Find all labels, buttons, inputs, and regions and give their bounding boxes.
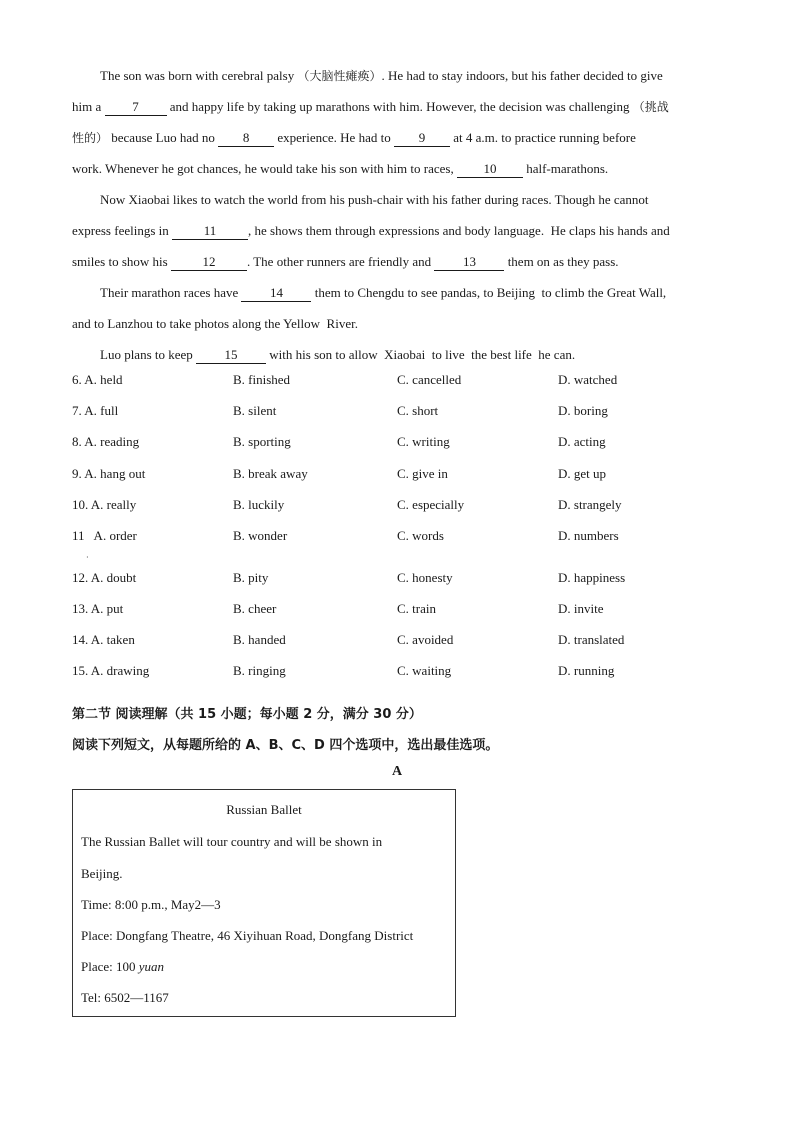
option-b [233,570,268,586]
passage-line [72,91,722,122]
option-a [72,632,135,648]
option-text: finished [248,372,291,387]
passage-text: him a [72,99,105,114]
blank-13: 13 [434,254,504,271]
ad-time: Time: 8:00 p.m., May2—3 [81,897,221,912]
option-text: order [109,528,137,543]
option-text: drawing [106,663,150,678]
option-c [397,434,450,450]
passage-text: them on as they pass. [504,254,619,269]
ad-price-prefix: Place: 100 [81,959,139,974]
option-c [397,528,444,544]
option-d [558,497,622,513]
option-b [233,403,276,419]
passage-text: （大脑性瘫痪） [297,69,382,83]
option-d [558,570,625,586]
option-label: C. [397,663,409,678]
passage-line [72,246,722,277]
option-text: train [412,601,436,616]
option-row [72,663,722,683]
passage-text: Luo plans to keep [100,347,197,362]
passage-text: Now Xiaobai likes to watch the world from his push-chair with his father during races. Though he cannot [100,192,649,207]
option-row [72,497,722,517]
passage-text: The son was born with cerebral palsy [100,68,298,83]
blank-9: 9 [394,130,450,147]
option-c [397,466,448,482]
option-text: writing [412,434,450,449]
blank-11: 11 [172,223,248,240]
option-c [397,570,453,586]
option-b [233,601,276,617]
option-text: luckily [248,497,285,512]
option-label: D. [558,403,571,418]
passage-letter: A [391,764,403,779]
option-label: 15. A. [72,663,104,678]
option-b [233,663,286,679]
option-label: C. [397,528,409,543]
option-text: watched [573,372,618,387]
passage-text: Their marathon races have [100,285,242,300]
option-a [72,434,139,450]
option-d [558,632,624,648]
section-instruction: 阅读下列短文，从每题所给的 A、B、C、D 四个选项中，选出最佳选项。 [72,738,499,753]
option-text: doubt [106,570,137,585]
option-text: short [412,403,439,418]
option-label: B. [233,497,245,512]
option-row [72,434,722,454]
option-a [72,497,136,513]
option-text: ringing [248,663,286,678]
passage-line [72,184,722,215]
option-text: give in [412,466,448,481]
option-text: pity [248,570,269,585]
option-b [233,632,286,648]
option-label: D. [558,663,571,678]
passage-text: . The other runners are friendly and [246,254,435,269]
ad-price-unit: yuan [138,959,165,974]
option-d [558,528,619,544]
option-text: cancelled [412,372,462,387]
option-label: D. [558,497,571,512]
ad-line-2: Beijing. [81,866,123,881]
ad-box [72,789,456,1017]
ad-line-1: The Russian Ballet will tour country and will be shown in [81,834,383,849]
option-text: translated [573,632,625,647]
passage-text: smiles to show his [72,254,171,269]
option-a [72,601,123,617]
option-b [233,528,287,544]
option-label: 9. A. [72,466,97,481]
passage-line [72,308,722,339]
option-label: C. [397,632,409,647]
blank-8: 8 [218,130,274,147]
option-text: acting [573,434,606,449]
passage-text: , he shows them through expressions and body language. He claps his hands and [248,223,670,238]
blank-15: 15 [196,347,266,364]
option-text: hang out [100,466,146,481]
passage-text: experience. He had to [274,130,394,145]
option-d [558,663,614,679]
option-row [72,632,722,652]
passage-text: 性的） [72,131,109,145]
option-c [397,663,451,679]
passage-line [72,60,722,91]
option-d [558,372,617,388]
option-text: held [100,372,123,387]
option-a [72,570,136,586]
option-label: B. [233,663,245,678]
option-text: happiness [573,570,626,585]
option-text: put [106,601,124,616]
option-label: C. [397,570,409,585]
option-label: 8. A. [72,434,97,449]
option-d [558,403,608,419]
option-text: handed [248,632,286,647]
option-label: B. [233,466,245,481]
passage-line [72,339,722,370]
option-text: get up [573,466,607,481]
option-text: wonder [248,528,288,543]
option-text: boring [573,403,608,418]
option-label: 7. A. [72,403,97,418]
option-text: running [573,663,615,678]
option-c [397,497,464,513]
option-label: B. [233,403,245,418]
option-c [397,372,461,388]
option-label: C. [397,466,409,481]
option-label: 13. A. [72,601,104,616]
option-c [397,601,436,617]
option-label: 6. A. [72,372,97,387]
blank-14: 14 [241,285,311,302]
option-label: D. [558,601,571,616]
option-label: 14. A. [72,632,104,647]
option-b [233,372,290,388]
option-a [72,663,149,679]
blank-10: 10 [457,161,523,178]
option-text: full [100,403,119,418]
option-c [397,403,438,419]
blank-7: 7 [105,99,167,116]
option-text: avoided [412,632,454,647]
passage-text: work. Whenever he got chances, he would take his son with him to races, [72,161,457,176]
option-label: D. [558,372,571,387]
option-d [558,466,606,482]
ad-place: Place: Dongfang Theatre, 46 Xiyihuan Road, Dongfang District [81,928,414,943]
ad-price [81,959,164,975]
option-row [72,570,722,590]
option-b [233,466,308,482]
option-text: strangely [573,497,622,512]
option-row [72,528,722,548]
option-a [72,372,123,388]
option-label: B. [233,372,245,387]
passage-text: because Luo had no [108,130,219,145]
option-text: numbers [573,528,619,543]
passage-text: （挑战 [632,100,669,114]
option-a [72,528,137,544]
option-text: silent [248,403,277,418]
option-label: C. [397,497,409,512]
option-label: B. [233,601,245,616]
option-text: cheer [248,601,277,616]
option-text: honesty [412,570,453,585]
option-label: D. [558,528,571,543]
option-label: C. [397,434,409,449]
option-a [72,403,118,419]
passage-line [72,277,722,308]
stray-dot: · [86,553,89,562]
option-label: 11 A. [72,528,107,543]
option-text: especially [412,497,465,512]
option-label: B. [233,528,245,543]
option-label: C. [397,372,409,387]
cloze-passage [72,60,722,370]
option-label: 12. A. [72,570,104,585]
passage-text: . He had to stay indoors, but his father decided to give [381,68,663,83]
option-text: sporting [248,434,291,449]
option-label: B. [233,632,245,647]
option-text: invite [573,601,604,616]
passage-text: and to Lanzhou to take photos along the Yellow River. [72,316,358,331]
option-b [233,434,291,450]
ad-title: Russian Ballet [226,802,302,817]
option-text: break away [248,466,308,481]
option-label: D. [558,570,571,585]
option-c [397,632,453,648]
option-label: B. [233,570,245,585]
option-text: waiting [412,663,452,678]
option-label: D. [558,434,571,449]
option-text: words [412,528,444,543]
option-row [72,601,722,621]
passage-text: and happy life by taking up marathons with him. However, the decision was challenging [166,99,633,114]
option-a [72,466,145,482]
passage-line [72,153,722,184]
passage-text: with his son to allow Xiaobai to live the best life he can. [266,347,576,362]
option-row [72,466,722,486]
option-text: taken [106,632,135,647]
option-label: D. [558,466,571,481]
passage-line [72,215,722,246]
passage-text: them to Chengdu to see pandas, to Beijing to climb the Great Wall, [311,285,667,300]
passage-text: at 4 a.m. to practice running before [449,130,636,145]
option-label: C. [397,403,409,418]
option-text: reading [100,434,140,449]
option-row [72,403,722,423]
option-label: 10. A. [72,497,104,512]
option-d [558,601,604,617]
passage-line [72,122,722,153]
passage-text: half-marathons. [522,161,609,176]
blank-12: 12 [171,254,247,271]
option-label: D. [558,632,571,647]
option-text: really [106,497,137,512]
section-title: 第二节 阅读理解（共 15 小题；每小题 2 分，满分 30 分） [72,707,422,722]
option-b [233,497,284,513]
option-label: B. [233,434,245,449]
option-d [558,434,606,450]
option-row [72,372,722,392]
ad-tel: Tel: 6502—1167 [81,990,169,1005]
option-label: C. [397,601,409,616]
passage-text: express feelings in [72,223,173,238]
